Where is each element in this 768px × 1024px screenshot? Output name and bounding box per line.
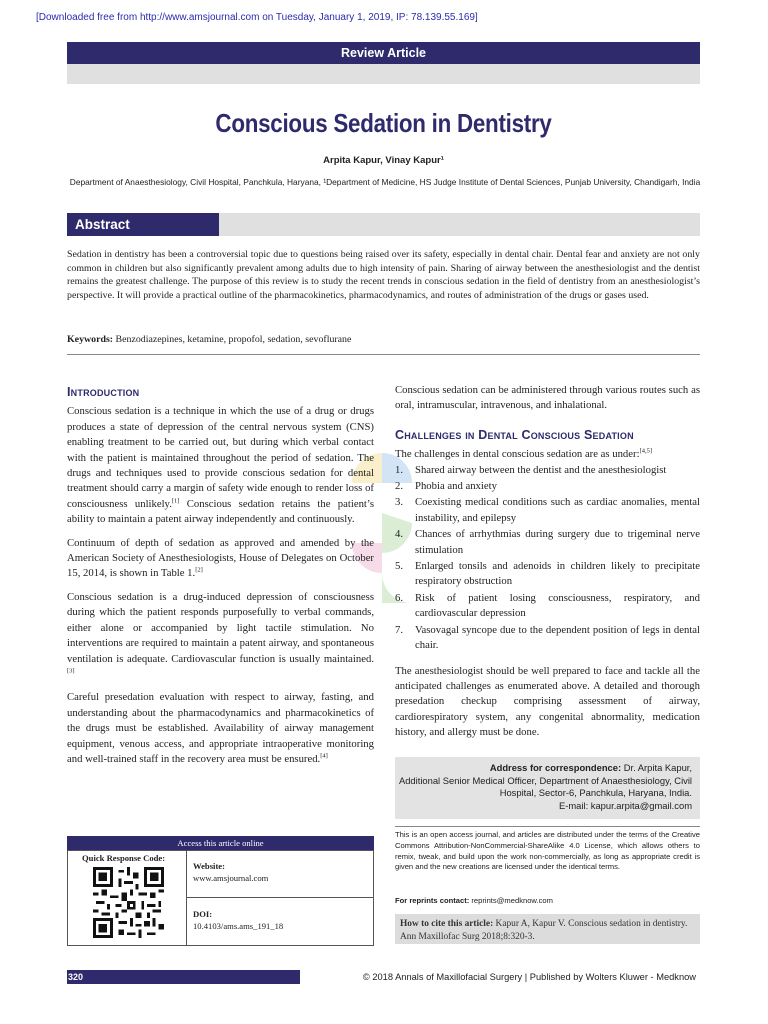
list-item-text: Enlarged tonsils and adenoids in children likely to precipitate respiratory obstruction — [415, 560, 700, 588]
access-online-heading: Access this article online — [67, 836, 374, 850]
reprints-email[interactable]: reprints@medknow.com — [471, 896, 553, 905]
right-column — [395, 383, 700, 749]
website-label: Website: — [193, 861, 225, 871]
list-number: 1. — [395, 463, 404, 476]
intro-paragraph-3 — [67, 590, 374, 682]
challenges-intro — [395, 447, 700, 462]
intro-paragraph-4-text: Careful presedation evaluation with respect to airway, fasting, and understanding about the pharmacodynamics and pharmacokinetics of the drugs must be established. Availability of airway management equipment, venous access, and appropriate intraoperative monitoring and well-trained staff in the recovery area must be ensured. — [67, 691, 374, 765]
challenges-heading: Challenges in Dental Conscious Sedation — [395, 427, 634, 442]
how-to-cite-box — [395, 914, 700, 944]
list-item — [395, 623, 700, 654]
correspondence-box — [395, 757, 700, 819]
list-item-text: Shared airway between the dentist and the anesthesiologist — [415, 463, 667, 476]
abstract-divider — [67, 354, 700, 355]
reference-4-5: [4,5] — [639, 447, 653, 455]
list-number: 4. — [395, 528, 404, 541]
keywords-text: Benzodiazepines, ketamine, propofol, sedation, sevoflurane — [115, 334, 352, 345]
reference-2: [2] — [195, 566, 203, 574]
correspondence-name: Dr. Arpita Kapur, — [623, 762, 692, 773]
cite-text: Kapur A, Kapur V. Conscious sedation in dentistry. Ann Maxillofac Surg 2018;8:320-3. — [400, 919, 688, 942]
footer-publisher-text: © 2018 Annals of Maxillofacial Surgery | Published by Wolters Kluwer - Medknow — [362, 972, 696, 982]
challenges-list — [395, 463, 700, 654]
correspondence-email[interactable]: E-mail: kapur.arpita@gmail.com — [559, 799, 692, 811]
intro-paragraph-4 — [67, 690, 374, 767]
license-divider — [395, 826, 700, 827]
download-notice: [Downloaded free from http://www.amsjournal.com on Tuesday, January 1, 2019, IP: 78.139.55.169] — [36, 12, 478, 23]
reference-1: [1] — [171, 497, 180, 505]
correspondence-address-2: Hospital, Sector-6, Panchkula, Haryana, India. — [499, 787, 692, 799]
list-number: 3. — [395, 496, 404, 509]
reprints-line — [395, 896, 700, 905]
list-number: 5. — [395, 560, 404, 573]
access-divider-horizontal — [187, 897, 373, 898]
intro-paragraph-2-text: Continuum of depth of sedation as approved and amended by the American Society of Anesthesiologists, House of Delegates on October 15, 2014, is shown in Table 1. — [67, 536, 374, 580]
introduction-heading: Introduction — [67, 385, 140, 399]
doi-value[interactable]: 10.4103/ams.ams_191_18 — [193, 921, 284, 931]
abstract-heading: Abstract — [67, 213, 219, 236]
list-item-text: Phobia and anxiety — [415, 480, 497, 493]
list-item-text: Coexisting medical conditions such as cardiac anomalies, mental instability, and epilepsy — [415, 496, 700, 524]
list-item — [395, 559, 700, 590]
affiliation: Department of Anaesthesiology, Civil Hospital, Panchkula, Haryana, ¹Department of Medicine, HS Judge Institute of Dental Sciences, Punjab University, Chandigarh, India — [69, 177, 701, 187]
reference-3: [3] — [67, 667, 75, 675]
list-item — [395, 463, 700, 478]
authors: Arpita Kapur, Vinay Kapur¹ — [323, 155, 444, 166]
article-title: Conscious Sedation in Dentistry — [215, 108, 552, 138]
intro-paragraph-1-text: Conscious sedation is a technique in which the use of a drug or drugs produces a state of depression of the central nervous system (CNS) enabling treatment to be carried out, but during which verbal contact with the patient is maintained throughout the period of sedation. The drugs and techniques used to provide conscious sedation for dental treatment should carry a margin of safety wide enough to render loss of consciousness unlikely. — [67, 405, 374, 510]
footer-publisher-box — [300, 970, 700, 984]
abstract-heading-band — [219, 213, 700, 236]
doi-label: DOI: — [193, 909, 213, 919]
qr-code-label: Quick Response Code: — [82, 853, 166, 863]
list-item — [395, 591, 700, 622]
list-number: 6. — [395, 591, 404, 604]
list-item-text: Chances of arrhythmias during surgery due to trigeminal nerve stimulation — [415, 528, 700, 556]
review-article-banner — [67, 42, 700, 64]
keywords — [67, 334, 700, 345]
list-item-text: Risk of patient losing consciousness, respiratory, and cardiovascular depression — [415, 591, 700, 620]
correspondence-address-1: Additional Senior Medical Officer, Department of Anaesthesiology, Civil — [398, 774, 692, 786]
correspondence-label: Address for correspondence: — [489, 762, 622, 773]
abstract-text: Sedation in dentistry has been a controversial topic due to questions being raised over its safety, especially in dental chair. Dental fear and anxiety are not only common in children but also significantly prevalent among adults due to high intensity of pain. Sharing of airway between the anesthesiologist and the dentist remains the greatest challenge. The purpose of this review is to study the recent trends in conscious sedation in the field of dentistry from an anesthesiologist’s perspective. It will provide a practical outline of the pharmacokinetics, pharmacodynamics, and routes of administration of the drugs or gases used. — [67, 249, 700, 301]
intro-paragraph-2 — [67, 536, 374, 582]
header-grey-band — [67, 64, 700, 84]
qr-code-icon[interactable] — [93, 867, 164, 938]
correspondence-header — [395, 762, 692, 775]
routes-paragraph: Conscious sedation can be administered through various routes such as oral, intramuscular, intravenous, and inhalational. — [395, 384, 700, 412]
list-number: 7. — [395, 623, 404, 636]
list-item — [395, 495, 700, 526]
reprints-label: For reprints contact: — [395, 896, 470, 905]
review-article-label: Review Article — [341, 46, 426, 60]
challenges-outro: The anesthesiologist should be well prepared to face and tackle all the anticipated challenges as enumerated above. A detailed and thorough presedation checkup comprising assessment of airway, cardiorespiratory system, any congenital abnormality, medication history, and allergy must be done. — [395, 664, 700, 739]
reference-4: [4] — [320, 752, 328, 760]
challenges-intro-text: The challenges in dental conscious sedation are as under: — [395, 448, 640, 461]
left-column — [67, 385, 374, 775]
keywords-label: Keywords: — [67, 334, 114, 345]
page-number: 320 — [68, 972, 84, 982]
list-number: 2. — [395, 480, 404, 493]
list-item-text: Vasovagal syncope due to the dependent position of legs in dental chair. — [415, 623, 700, 652]
intro-paragraph-1 — [67, 404, 374, 527]
cite-label: How to cite this article: — [400, 919, 494, 929]
license-text: This is an open access journal, and articles are distributed under the terms of the Creative Commons Attribution-NonCommercial-ShareAlike 4.0 License, which allows others to remix, tweak, and build upon the work non-commercially, as long as appropriate credit is given and the new creations are licensed under the identical terms. — [395, 830, 700, 872]
intro-paragraph-3-text: Conscious sedation is a drug-induced depression of consciousness during which the patient responds purposefully to verbal commands, either alone or accompanied by light tactile stimulation. No interventions are required to maintain a patent airway, and spontaneous ventilation is adequate. Cardiovascular function is usually maintained. — [67, 590, 374, 665]
list-item — [395, 479, 700, 494]
website-link[interactable]: www.amsjournal.com — [193, 873, 269, 883]
list-item — [395, 527, 700, 558]
intro-paragraph-1-tail: Conscious sedation retains the patient’s ability to maintain a patent airway independently and continuously. — [67, 497, 375, 526]
